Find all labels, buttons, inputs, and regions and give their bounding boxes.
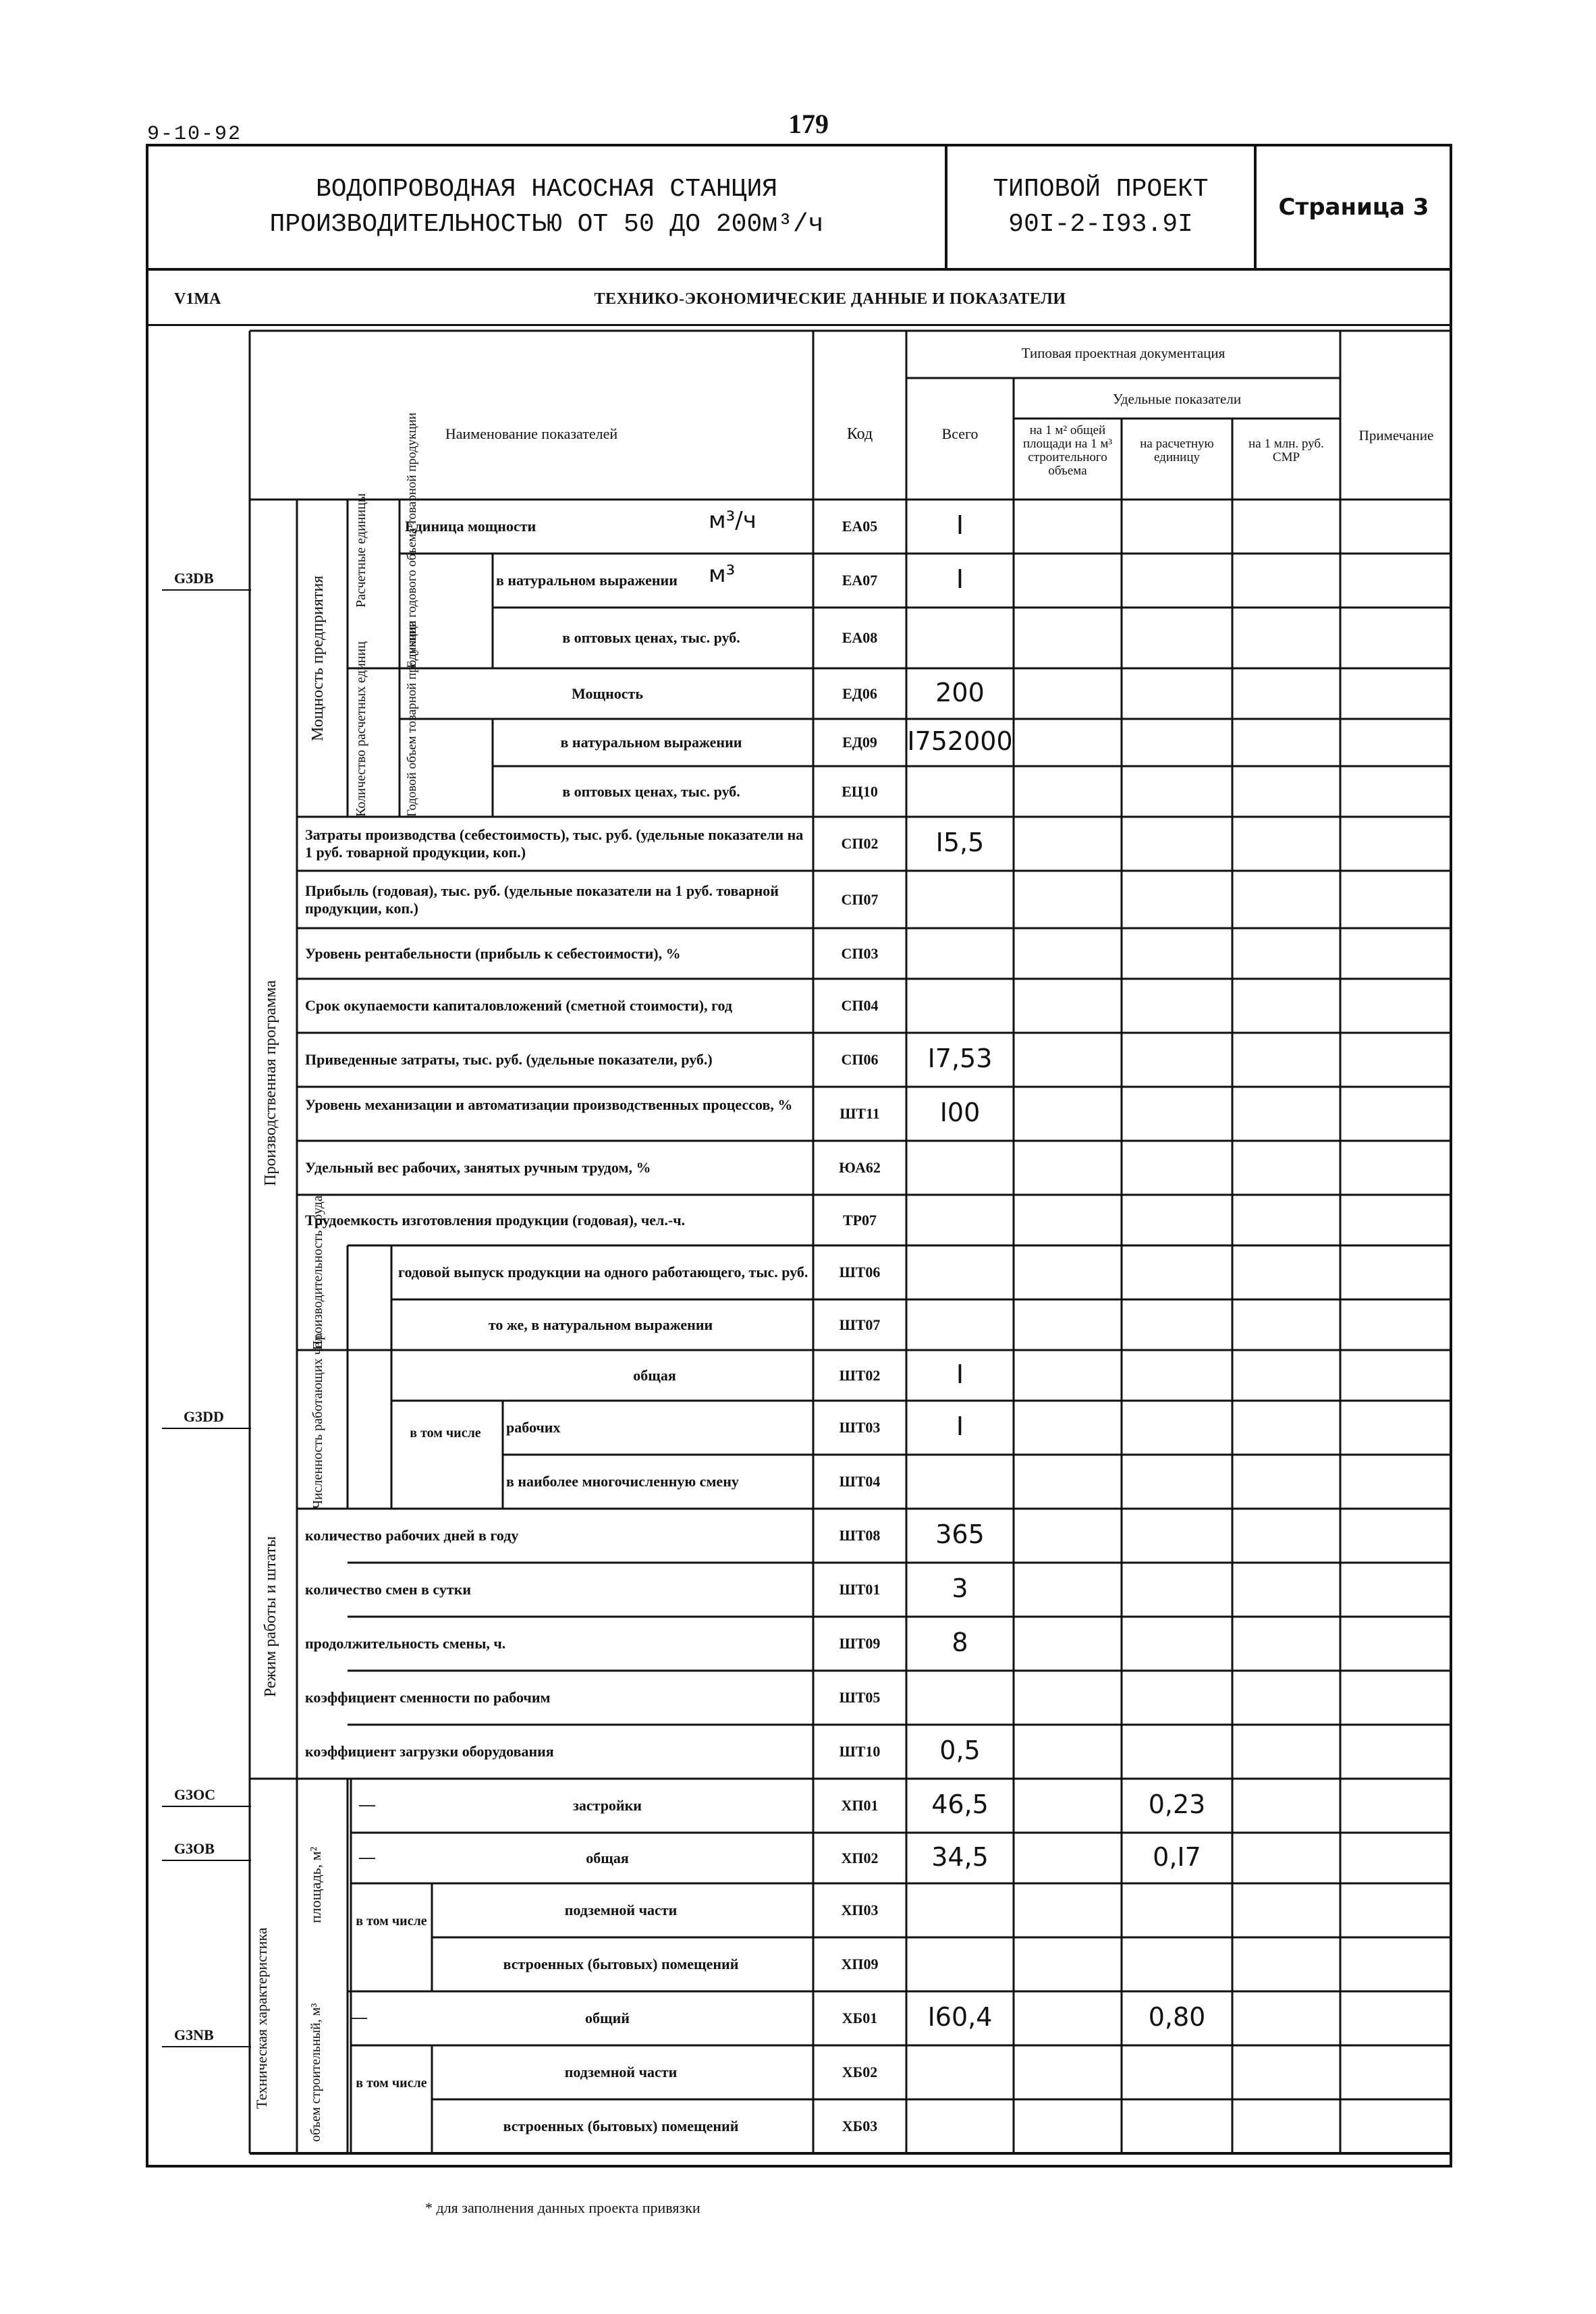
- row-name: подземной части: [564, 1902, 678, 1918]
- row-code: ХБ03: [842, 2118, 878, 2134]
- row-code: ШТ04: [839, 1473, 881, 1490]
- page-number: 179: [788, 109, 829, 139]
- row-name: подземной части: [564, 2064, 678, 2080]
- row-name: встроенных (бытовых) помещений: [503, 2118, 739, 2134]
- dash-mark: —: [351, 2009, 367, 2026]
- row-total: I: [956, 1359, 964, 1389]
- row-code: ШТ09: [839, 1635, 881, 1652]
- row-total: I7,53: [927, 1044, 993, 1073]
- row-name: Мощность: [572, 684, 643, 702]
- group-including-workers: в том числе: [410, 1426, 481, 1441]
- header-per-unit: на расчетную единицу: [1140, 437, 1214, 464]
- row-name: Трудоемкость изготовления продукции (годовая), чел.-ч.: [305, 1211, 686, 1229]
- row-code: СП07: [841, 890, 879, 908]
- row-name: Удельный вес рабочих, занятых ручным трудом, %: [305, 1159, 651, 1176]
- row-name: общая: [633, 1366, 676, 1384]
- row-total: 8: [952, 1627, 968, 1657]
- group-including-volume: в том числе: [356, 2076, 427, 2091]
- group-annual-volume-unit: Единица годового объема товарной продукции: [405, 412, 419, 668]
- document-number: 9-10-92: [147, 123, 242, 146]
- group-workers-count: Численность работающих чел.: [310, 1332, 325, 1509]
- row-code: ШТ06: [839, 1264, 881, 1281]
- row-code: ТР07: [842, 1211, 877, 1229]
- title-line-1: ВОДОПРОВОДНАЯ НАСОСНАЯ СТАНЦИЯ: [315, 175, 778, 204]
- row-name: застройки: [573, 1797, 642, 1814]
- side-code: G3DB: [174, 570, 214, 587]
- row-code: СП04: [841, 997, 879, 1014]
- row-name: Затраты производства (себестоимость), тыс. руб. (удельные показатели на 1 руб. товарной продукции, коп.): [305, 826, 804, 861]
- footnote: * для заполнения данных проекта привязки: [425, 2199, 700, 2216]
- row-total: 200: [935, 677, 985, 707]
- row-unit: м³: [709, 561, 736, 588]
- row-code: ХП09: [841, 1956, 879, 1972]
- group-calc-units: Расчетные единицы: [354, 493, 368, 608]
- group-work-mode: Режим работы и штаты: [262, 1536, 279, 1698]
- row-specific-per-unit: 0,I7: [1153, 1841, 1201, 1872]
- row-name: Прибыль (годовая), тыс. руб. (удельные показатели на 1 руб. товарной продукции, коп.): [305, 882, 779, 917]
- header-specific: Удельные показатели: [1112, 391, 1242, 407]
- row-code: СП03: [841, 944, 879, 962]
- row-code: EA07: [842, 572, 878, 589]
- row-total: I5,5: [935, 828, 985, 857]
- group-area: площадь, м²: [307, 1846, 324, 1924]
- row-name: количество рабочих дней в году: [305, 1527, 519, 1544]
- row-unit: м³/ч: [709, 507, 756, 534]
- row-name: в наиболее многочисленную смену: [506, 1473, 739, 1490]
- row-code: EA08: [842, 629, 878, 646]
- row-code: СП06: [841, 1051, 879, 1068]
- row-code: ШТ02: [839, 1366, 881, 1384]
- row-name: Единица мощности: [405, 518, 536, 535]
- group-tech-char: Техническая характеристика: [253, 1927, 270, 2109]
- group-build-volume: объем строительный, м³: [308, 2003, 323, 2142]
- row-total: I60,4: [927, 2002, 993, 2032]
- group-enterprise-capacity: Мощность предприятия: [309, 575, 327, 741]
- header-total: Всего: [941, 425, 979, 442]
- row-code: ХП03: [841, 1902, 879, 1918]
- dash-mark: —: [359, 1848, 375, 1866]
- side-code: G3NB: [174, 2026, 214, 2043]
- row-name: Уровень рентабельности (прибыль к себестоимости), %: [305, 944, 681, 962]
- row-name: в оптовых ценах, тыс. руб.: [562, 782, 740, 800]
- sheet-title: ТЕХНИКО-ЭКОНОМИЧЕСКИЕ ДАННЫЕ И ПОКАЗАТЕЛИ: [594, 290, 1066, 308]
- row-total: 365: [935, 1519, 985, 1549]
- page-label: Страница 3: [1278, 194, 1429, 221]
- row-total: 0,5: [939, 1736, 981, 1765]
- side-code: G3OB: [174, 1840, 215, 1857]
- row-name: встроенных (бытовых) помещений: [503, 1956, 739, 1972]
- row-name: коэффициент загрузки оборудования: [305, 1743, 554, 1760]
- row-total: I00: [939, 1098, 981, 1127]
- header-note: Примечание: [1358, 427, 1434, 443]
- row-total: 46,5: [931, 1790, 989, 1819]
- side-code: G3OC: [174, 1786, 216, 1803]
- group-annual-volume: Годовой объем товарной продукции: [405, 620, 419, 817]
- group-labor-productivity: Производительность труда: [310, 1195, 325, 1350]
- row-total: 3: [952, 1573, 968, 1603]
- row-name: в оптовых ценах, тыс. руб.: [562, 629, 740, 646]
- row-name: в натуральном выражении: [496, 572, 678, 589]
- header-name: Наименование показателей: [445, 425, 618, 442]
- row-code: ХП01: [841, 1797, 879, 1814]
- header-per-area: на 1 м² общей площади на 1 м³ строительного объема: [1022, 423, 1113, 478]
- row-code: ЕЦ10: [842, 782, 878, 800]
- header-code: Код: [846, 425, 873, 443]
- header-typical-docs: Типовая проектная документация: [1021, 345, 1226, 361]
- sheet-code: V1MA: [174, 290, 221, 308]
- row-name: количество смен в сутки: [305, 1581, 472, 1598]
- group-calc-units-count: Количество расчетных единиц: [354, 641, 368, 817]
- row-name: Уровень механизации и автоматизации производственных процессов, %: [305, 1096, 793, 1113]
- row-code: ХБ01: [842, 2010, 878, 2026]
- group-production-program: Производственная программа: [262, 980, 279, 1187]
- row-name: общая: [586, 1849, 629, 1866]
- project-number: 90I-2-I93.9I: [1008, 210, 1193, 239]
- row-code: ЕД09: [842, 734, 877, 751]
- row-code: ХП02: [841, 1849, 879, 1866]
- row-total: I752000: [907, 726, 1013, 756]
- row-code: ШТ07: [839, 1316, 881, 1333]
- row-code: ЕД06: [842, 684, 877, 702]
- side-code: G3DD: [184, 1408, 224, 1425]
- row-name: годовой выпуск продукции на одного работающего, тыс. руб.: [398, 1264, 808, 1281]
- group-including-area: в том числе: [356, 1914, 427, 1929]
- row-code: ШТ05: [839, 1689, 881, 1706]
- row-specific-per-unit: 0,23: [1148, 1790, 1206, 1819]
- row-code: ШТ08: [839, 1527, 881, 1544]
- row-name: в натуральном выражении: [560, 734, 742, 751]
- row-code: СП02: [841, 835, 879, 852]
- row-name: Срок окупаемости капиталовложений (сметной стоимости), год: [305, 997, 733, 1014]
- project-label: ТИПОВОЙ ПРОЕКТ: [993, 175, 1209, 204]
- row-code: ШТ10: [839, 1743, 881, 1760]
- row-specific-per-unit: 0,80: [1148, 2002, 1206, 2032]
- row-total: I: [956, 510, 964, 540]
- row-code: ШТ03: [839, 1419, 881, 1436]
- row-name: Приведенные затраты, тыс. руб. (удельные показатели, руб.): [305, 1051, 713, 1068]
- row-name: рабочих: [506, 1419, 561, 1436]
- row-code: ШТ11: [840, 1105, 880, 1122]
- row-code: ХБ02: [842, 2064, 878, 2080]
- title-line-2: ПРОИЗВОДИТЕЛЬНОСТЬЮ ОТ 50 ДО 200м³/ч: [269, 210, 824, 239]
- dash-mark: —: [359, 1796, 375, 1814]
- row-name: продолжительность смены, ч.: [305, 1635, 506, 1652]
- row-code: EA05: [842, 518, 878, 535]
- header-per-mln: на 1 млн. руб. СМР: [1248, 437, 1324, 464]
- row-code: ЮА62: [839, 1159, 881, 1176]
- row-total: I: [956, 564, 964, 594]
- row-total: 34,5: [931, 1841, 989, 1872]
- row-code: ШТ01: [839, 1581, 881, 1598]
- row-name: коэффициент сменности по рабочим: [305, 1689, 551, 1706]
- row-total: I: [956, 1411, 964, 1441]
- row-name: общий: [585, 2010, 630, 2026]
- row-name: то же, в натуральном выражении: [488, 1316, 713, 1333]
